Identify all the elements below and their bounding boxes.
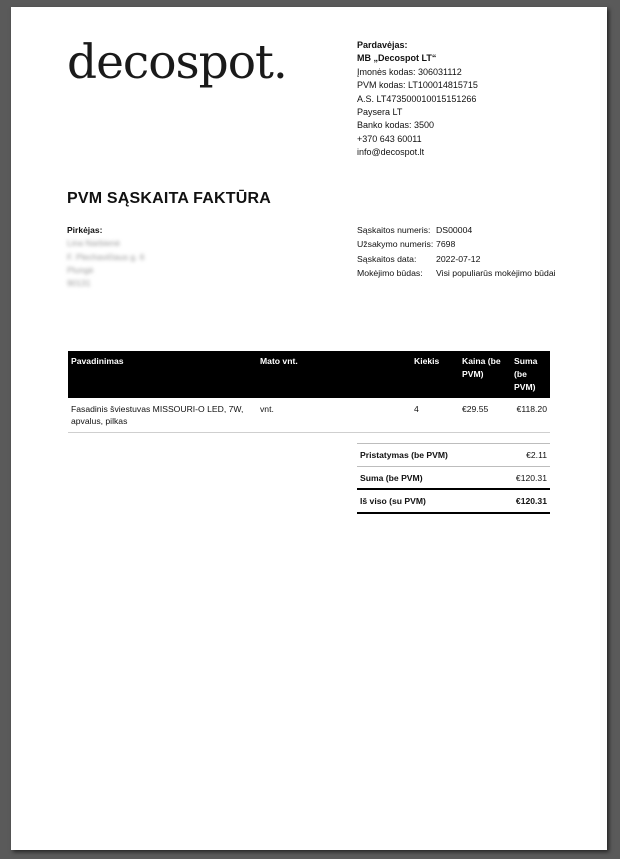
header-price: Kaina (be PVM) bbox=[459, 351, 511, 398]
buyer-label: Pirkėjas: bbox=[67, 225, 103, 235]
meta-row-invoice-date bbox=[357, 253, 557, 266]
seller-phone: +370 643 60011 bbox=[357, 133, 422, 144]
totals-label: Suma (be PVM) bbox=[357, 466, 495, 489]
buyer-name: Lina Narbienė bbox=[67, 238, 120, 249]
meta-value: 2022-07-12 bbox=[436, 253, 481, 264]
header-sum: Suma (be PVM) bbox=[511, 351, 550, 398]
meta-value: 7698 bbox=[436, 239, 456, 250]
meta-key: Sąskaitos data: bbox=[357, 253, 417, 264]
meta-key: Mokėjimo būdas: bbox=[357, 268, 423, 279]
header-name: Pavadinimas bbox=[68, 351, 257, 398]
item-name: Fasadinis šviestuvas MISSOURI-O LED, 7W, apvalus, pilkas bbox=[68, 398, 257, 433]
totals-value: €120.31 bbox=[495, 489, 550, 513]
table-row bbox=[68, 398, 550, 433]
meta-row-invoice-number bbox=[357, 224, 557, 237]
header-quantity: Kiekis bbox=[411, 351, 459, 398]
totals-table bbox=[357, 443, 550, 514]
item-sum: €118.20 bbox=[511, 398, 550, 433]
invoice-page bbox=[11, 7, 607, 850]
totals-label: Pristatymas (be PVM) bbox=[357, 444, 495, 467]
totals-row-delivery bbox=[357, 444, 550, 467]
items-header-row bbox=[68, 351, 550, 398]
totals-row-grand-total bbox=[357, 489, 550, 513]
meta-row-order-number bbox=[357, 238, 557, 251]
seller-bank: Paysera LT bbox=[357, 107, 403, 118]
totals-value: €120.31 bbox=[495, 466, 550, 489]
meta-key: Sąskaitos numeris: bbox=[357, 225, 431, 235]
totals-row-subtotal bbox=[357, 466, 550, 489]
invoice-meta bbox=[357, 224, 557, 282]
item-price: €29.55 bbox=[459, 398, 511, 433]
item-unit: vnt. bbox=[257, 398, 411, 433]
seller-email: info@decospot.lt bbox=[357, 147, 425, 158]
buyer-block bbox=[67, 224, 144, 290]
meta-key: Užsakymo numeris: bbox=[357, 239, 434, 250]
meta-value: DS00004 bbox=[436, 225, 473, 235]
header-unit: Mato vnt. bbox=[257, 351, 411, 398]
company-logo: decospot. bbox=[67, 35, 287, 90]
seller-vat-code: PVM kodas: LT100014815715 bbox=[357, 80, 478, 91]
totals-label: Iš viso (su PVM) bbox=[357, 489, 495, 513]
seller-account: A.S. LT473500010015151266 bbox=[357, 93, 477, 104]
buyer-street: F. Plechavičiaus g. 6 bbox=[67, 251, 145, 262]
buyer-postcode: 90131 bbox=[67, 278, 91, 289]
seller-bank-code: Banko kodas: 3500 bbox=[357, 120, 435, 131]
items-table bbox=[68, 351, 550, 433]
totals-value: €2.11 bbox=[495, 444, 550, 467]
seller-label: Pardavėjas: bbox=[357, 40, 408, 50]
meta-value: Visi populiarūs mokėjimo būdai bbox=[436, 268, 556, 279]
invoice-title: PVM SĄSKAITA FAKTŪRA bbox=[67, 190, 271, 207]
seller-block bbox=[357, 39, 478, 160]
buyer-city: Plungė bbox=[67, 264, 94, 275]
item-quantity: 4 bbox=[411, 398, 459, 433]
meta-row-payment-method bbox=[357, 267, 557, 280]
seller-company-code: Įmonės kodas: 306031112 bbox=[357, 66, 462, 77]
seller-name: MB „Decospot LT“ bbox=[357, 53, 437, 64]
